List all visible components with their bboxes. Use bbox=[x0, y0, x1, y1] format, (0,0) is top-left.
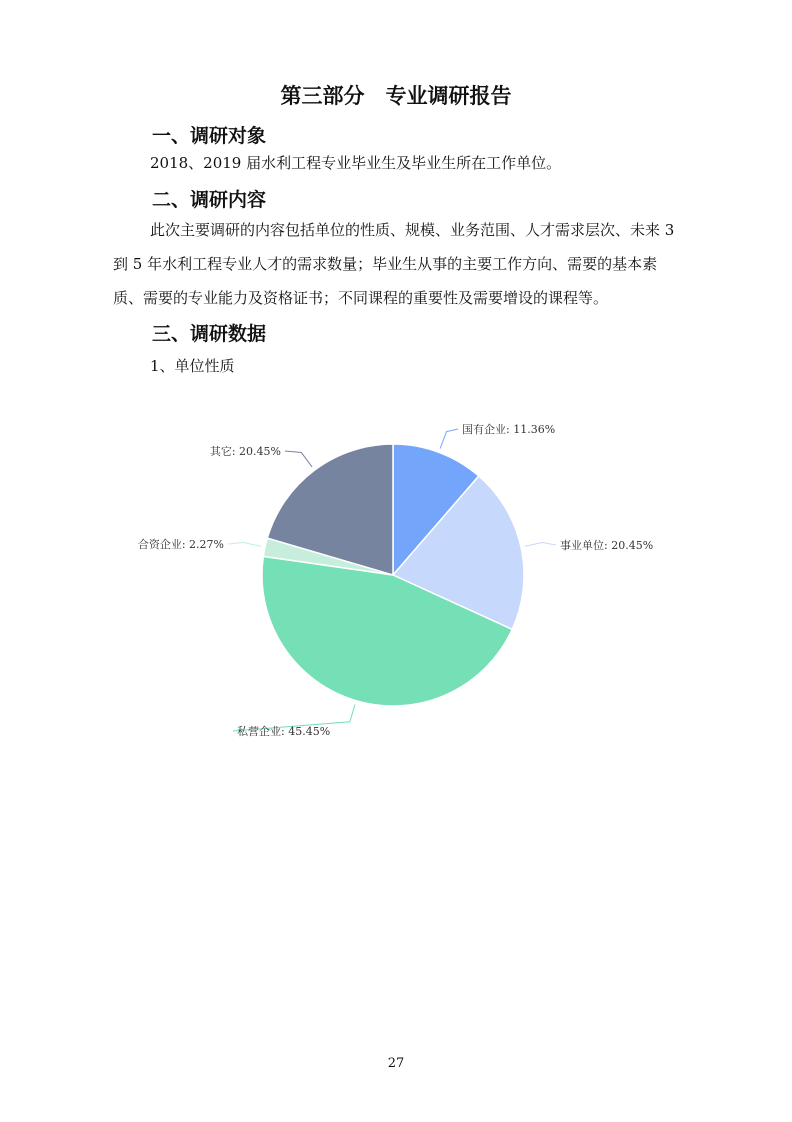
pie-slice-label: 国有企业: 11.36% bbox=[462, 423, 556, 436]
page-title: 第三部分 专业调研报告 bbox=[280, 84, 512, 108]
section-heading-research-content: 二、调研内容 bbox=[152, 189, 267, 211]
paragraph-research-object: 2018、2019 届水利工程专业毕业生及毕业生所在工作单位。 bbox=[150, 154, 562, 172]
section-heading-research-data: 三、调研数据 bbox=[152, 323, 267, 345]
section-heading-research-object: 一、调研对象 bbox=[152, 125, 267, 147]
pie-leader-line bbox=[440, 429, 458, 449]
pie-slice-label: 事业单位: 20.45% bbox=[560, 539, 654, 552]
pie-leader-line bbox=[285, 451, 312, 467]
pie-leader-line bbox=[228, 542, 261, 546]
subheading-unit-nature: 1、单位性质 bbox=[150, 357, 235, 375]
pie-slice-label: 合资企业: 2.27% bbox=[137, 538, 224, 551]
pie-chart-unit-nature bbox=[100, 400, 700, 750]
pie-leader-line bbox=[525, 542, 556, 546]
paragraph-research-content: 此次主要调研的内容包括单位的性质、规模、业务范围、人才需求层次、未来 3 到 5 年水利工程专业人才的需求数量；毕业生从事的主要工作方向、需要的基本素质、需要的专业能力及资格证书；不同课程的重要性及需要增设的课程等。 bbox=[113, 221, 675, 307]
pie-slice-label: 其它: 20.45% bbox=[209, 445, 281, 458]
page-number: 27 bbox=[387, 1056, 405, 1071]
pie-slice-label: 私营企业: 45.45% bbox=[237, 725, 331, 738]
